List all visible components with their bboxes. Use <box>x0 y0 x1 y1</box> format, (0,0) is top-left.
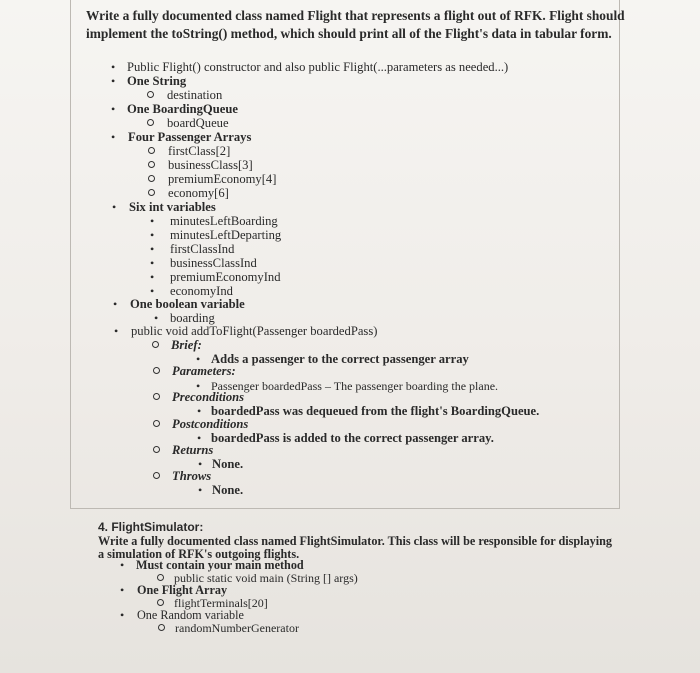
ring-bullet <box>157 599 164 606</box>
ring-bullet <box>153 472 160 479</box>
pre-label: Preconditions <box>172 390 245 404</box>
bullet: • <box>196 352 201 366</box>
int-item: firstClassInd <box>170 242 235 256</box>
bullet: • <box>120 608 125 622</box>
ring-bullet <box>147 91 154 98</box>
bullet: • <box>150 284 155 298</box>
bullet: • <box>111 102 116 116</box>
bullet: • <box>150 228 155 242</box>
bullet: • <box>113 297 118 311</box>
queue-heading: One BoardingQueue <box>127 102 238 116</box>
array-item: premiumEconomy[4] <box>168 172 277 186</box>
bullet: • <box>197 431 202 445</box>
int-item: businessClassInd <box>170 256 257 270</box>
array-item: economy[6] <box>168 186 229 200</box>
arrays-heading: Four Passenger Arrays <box>128 130 252 144</box>
bool-heading: One boolean variable <box>130 297 245 311</box>
random-item: randomNumberGenerator <box>175 621 299 635</box>
bullet: • <box>111 74 116 88</box>
bullet: • <box>114 324 119 338</box>
bullet: • <box>150 256 155 270</box>
brief-label: Brief: <box>171 338 202 352</box>
bullet: • <box>150 270 155 284</box>
constructor-line: Public Flight() constructor and also public Flight(...parameters as needed...) <box>127 60 509 74</box>
intro-line-1: Write a fully documented class named Flight that represents a flight out of RFK. Flight should <box>86 8 625 23</box>
post-label: Postconditions <box>172 417 249 431</box>
ring-bullet <box>147 119 154 126</box>
main-item: public static void main (String [] args) <box>174 571 358 585</box>
bullet: • <box>111 60 116 74</box>
main-heading: Must contain your main method <box>136 558 304 572</box>
bullet: • <box>112 200 117 214</box>
ring-bullet <box>153 367 160 374</box>
ring-bullet <box>158 624 165 631</box>
ring-bullet <box>148 161 155 168</box>
bullet: • <box>150 242 155 256</box>
int-item: economyInd <box>170 284 233 298</box>
params-label: Parameters: <box>172 364 236 378</box>
ints-heading: Six int variables <box>129 200 216 214</box>
string-heading: One String <box>127 74 187 88</box>
bullet: • <box>154 311 159 325</box>
ring-bullet <box>148 147 155 154</box>
string-item: destination <box>167 88 223 102</box>
bullet: • <box>120 583 125 597</box>
array-item: firstClass[2] <box>168 144 231 158</box>
bullet: • <box>150 214 155 228</box>
bool-item: boarding <box>170 311 215 325</box>
throws-label: Throws <box>172 469 212 483</box>
method-signature: public void addToFlight(Passenger boardedPass) <box>131 324 378 338</box>
int-item: minutesLeftDeparting <box>170 228 282 242</box>
bullet: • <box>197 404 202 418</box>
queue-item: boardQueue <box>167 116 229 130</box>
bullet: • <box>196 379 201 393</box>
array-item: businessClass[3] <box>168 158 253 172</box>
brief-text: Adds a passenger to the correct passenger array <box>211 352 469 366</box>
returns-label: Returns <box>172 443 214 457</box>
array-heading: One Flight Array <box>137 583 228 597</box>
post-text: boardedPass is added to the correct passenger array. <box>211 431 494 445</box>
ring-bullet <box>148 189 155 196</box>
int-item: premiumEconomyInd <box>170 270 281 284</box>
bullet: • <box>111 130 116 144</box>
ring-bullet <box>148 175 155 182</box>
throws-text: None. <box>212 483 244 497</box>
sim-desc-line-2: a simulation of RFK's outgoing flights. <box>98 547 300 561</box>
sim-desc-line-1: Write a fully documented class named FlightSimulator. This class will be responsible for displaying <box>98 534 612 548</box>
returns-text: None. <box>212 457 244 471</box>
pre-text: boardedPass was dequeued from the flight's BoardingQueue. <box>211 404 540 418</box>
bullet: • <box>198 457 203 471</box>
ring-bullet <box>153 420 160 427</box>
bullet: • <box>120 558 125 572</box>
random-heading: One Random variable <box>137 608 244 622</box>
ring-bullet <box>152 341 159 348</box>
ring-bullet <box>153 393 160 400</box>
bullet: • <box>198 483 203 497</box>
ring-bullet <box>157 574 164 581</box>
params-text: Passenger boardedPass – The passenger boarding the plane. <box>211 379 499 393</box>
intro-line-2: implement the toString() method, which should print all of the Flight's data in tabular form. <box>86 26 612 41</box>
section-heading: 4. FlightSimulator: <box>98 520 204 534</box>
int-item: minutesLeftBoarding <box>170 214 278 228</box>
ring-bullet <box>153 446 160 453</box>
array-item: flightTerminals[20] <box>174 596 268 610</box>
